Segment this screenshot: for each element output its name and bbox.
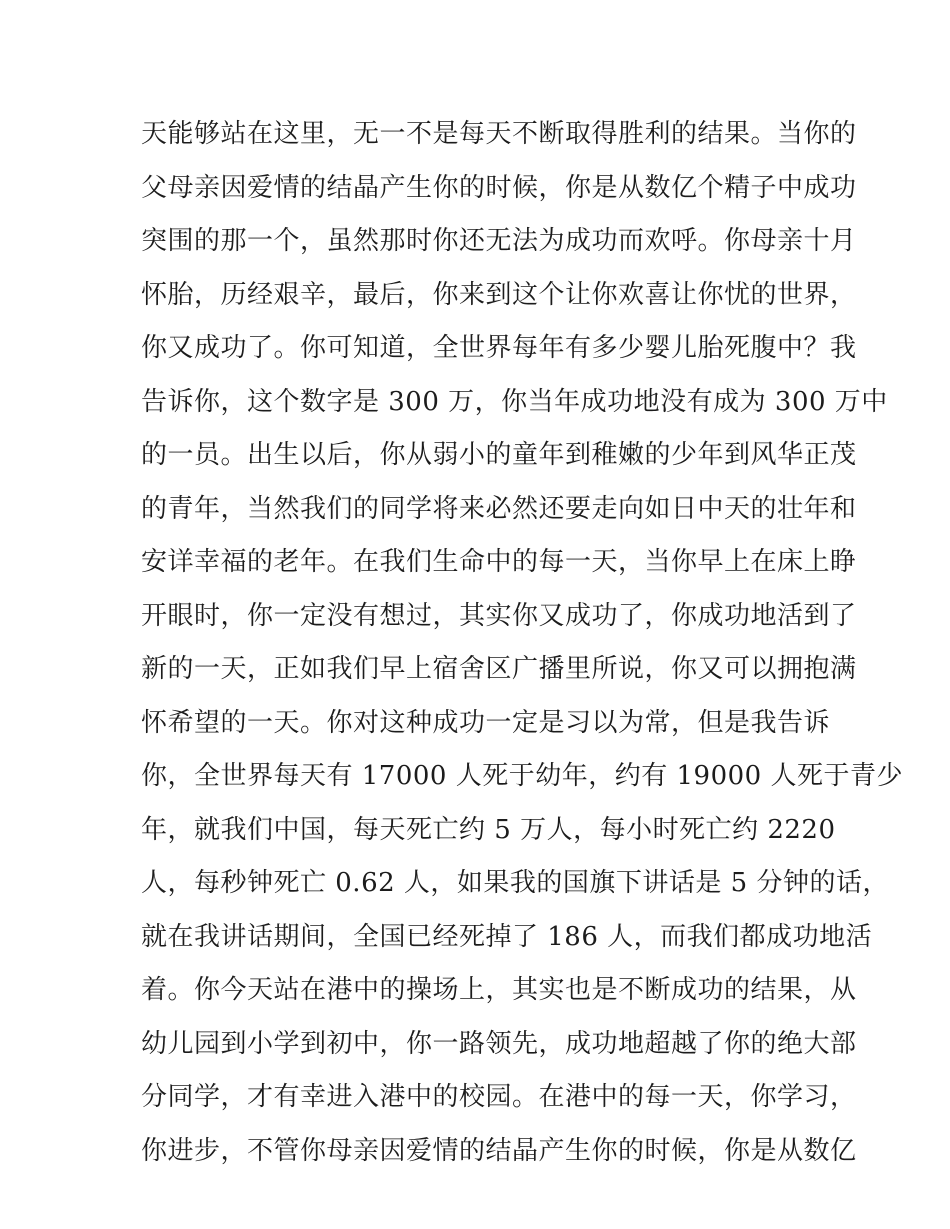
- text-line: 人，每秒钟死亡 0.62 人，如果我的国旗下讲话是 5 分钟的话，: [141, 868, 889, 898]
- text-line: 父母亲因爱情的结晶产生你的时候，你是从数亿个精子中成功: [141, 172, 857, 203]
- text-line: 你进步，不管你母亲因爱情的结晶产生你的时候，你是从数亿: [141, 1135, 857, 1166]
- text-line: 告诉你，这个数字是 300 万，你当年成功地没有成为 300 万中: [141, 386, 888, 417]
- text-line: 你又成功了。你可知道，全世界每年有多少婴儿胎死腹中？我: [141, 333, 857, 363]
- text-line: 怀希望的一天。你对这种成功一定是习以为常，但是我告诉: [141, 707, 831, 738]
- text-line: 开眼时，你一定没有想过，其实你又成功了，你成功地活到了: [141, 600, 857, 631]
- text-line: 怀胎，历经艰辛，最后，你来到这个让你欢喜让你忧的世界，: [141, 279, 857, 310]
- text-line: 突围的那一个，虽然那时你还无法为成功而欢呼。你母亲十月: [141, 226, 857, 256]
- text-line: 新的一天，正如我们早上宿舍区广播里所说，你又可以拥抱满: [141, 654, 857, 684]
- text-line: 年，就我们中国，每天死亡约 5 万人，每小时死亡约 2220: [141, 814, 836, 845]
- text-line: 你，全世界每天有 17000 人死于幼年，约有 19000 人死于青少: [141, 761, 903, 791]
- text-line: 安详幸福的老年。在我们生命中的每一天，当你早上在床上睁: [141, 547, 857, 577]
- text-line: 分同学，才有幸进入港中的校园。在港中的每一天，你学习，: [141, 1082, 857, 1112]
- text-line: 着。你今天站在港中的操场上，其实也是不断成功的结果，从: [141, 975, 857, 1005]
- text-line: 的青年，当然我们的同学将来必然还要走向如日中天的壮年和: [141, 493, 857, 524]
- text-line: 天能够站在这里，无一不是每天不断取得胜利的结果。当你的: [141, 119, 857, 149]
- text-line: 的一员。出生以后，你从弱小的童年到稚嫩的少年到风华正茂: [141, 440, 857, 470]
- body-text: [141, 108, 903, 1178]
- text-line: 就在我讲话期间，全国已经死掉了 186 人，而我们都成功地活: [141, 921, 873, 952]
- text-line: 幼儿园到小学到初中，你一路领先，成功地超越了你的绝大部: [141, 1028, 857, 1059]
